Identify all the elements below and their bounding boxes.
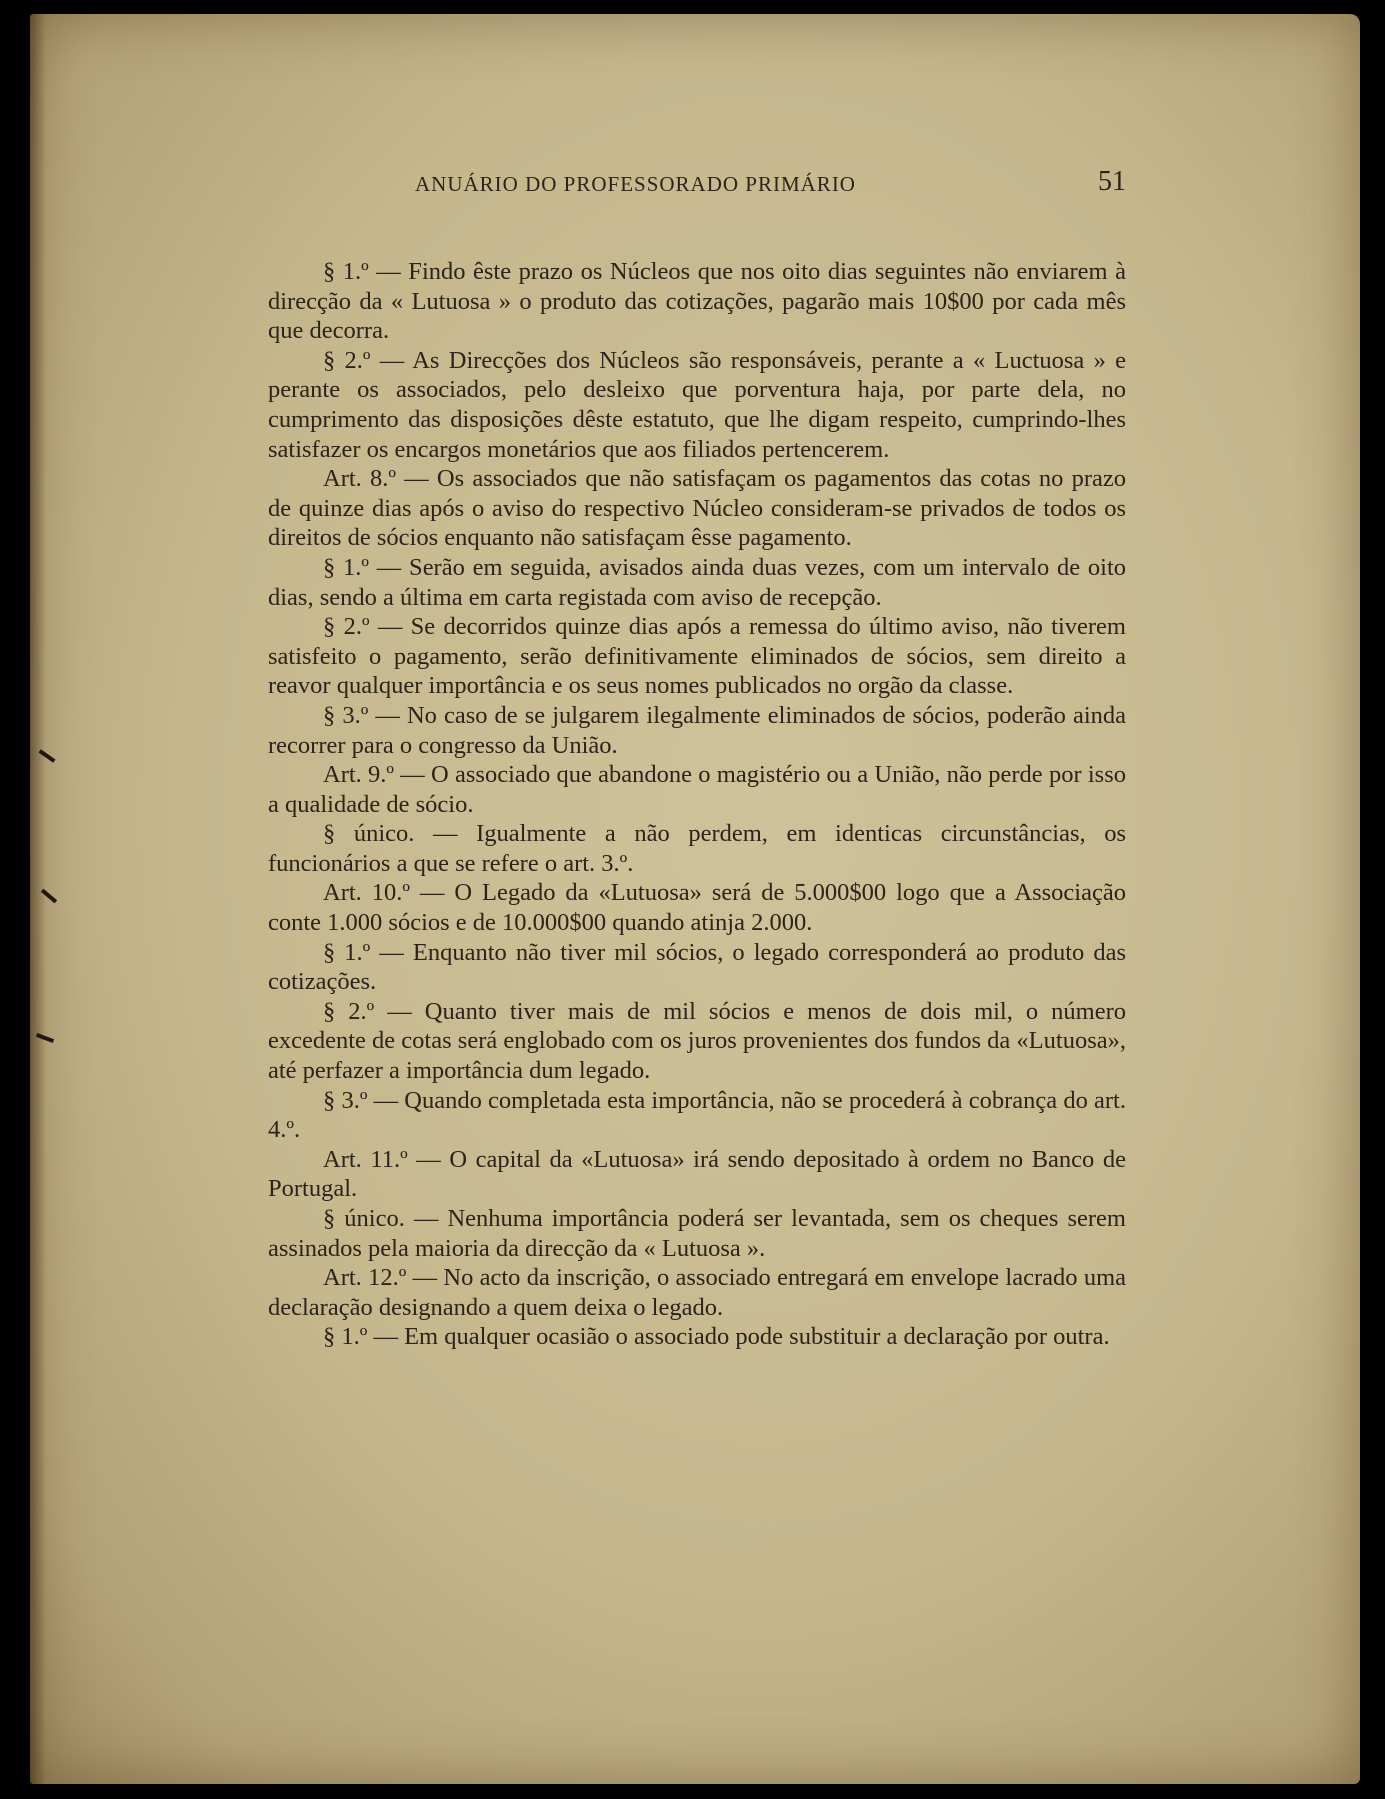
binding-mark bbox=[41, 889, 57, 904]
paragraph: Art. 9.º — O associado que abandone o magistério ou a União, não perde por isso a qualidade de sócio. bbox=[268, 761, 1126, 818]
paragraph: Art. 12.º — No acto da inscrição, o associado entregará em envelope lacrado uma declaração designando a quem deixa o legado. bbox=[268, 1264, 1126, 1321]
paragraph: § 3.º — Quando completada esta importância, não se procederá à cobrança do art. 4.º. bbox=[268, 1086, 1126, 1144]
paragraph: § 3.º — No caso de se julgarem ilegalmente eliminados de sócios, poderão ainda recorrer para o congresso da União. bbox=[268, 701, 1126, 759]
binding-mark bbox=[38, 749, 55, 763]
paragraph: Art. 11.º — O capital da «Lutuosa» irá sendo depositado à ordem no Banco de Portugal. bbox=[268, 1145, 1126, 1203]
running-head: ANUÁRIO DO PROFESSORADO PRIMÁRIO bbox=[415, 172, 856, 196]
binding-mark bbox=[36, 1033, 54, 1043]
paragraph: § 2.º — Quanto tiver mais de mil sócios e menos de dois mil, o número excedente de cotas será englobado com os juros provenientes dos fundos da «Lutuosa», até perfazer a importância dum legado. bbox=[268, 997, 1126, 1085]
paragraph: § 2.º — Se decorridos quinze dias após a remessa do último aviso, não tiverem satisfeito o pagamento, serão definitivamente eliminados de sócios, sem direito a reavor qualquer importância e os seus nomes publicados no orgão da classe. bbox=[268, 613, 1126, 700]
paragraph: § 1.º — Em qualquer ocasião o associado pode substituir a declaração por outra. bbox=[323, 1323, 1110, 1351]
body-text bbox=[268, 257, 1126, 1352]
paragraph: § 1.º — Findo êste prazo os Núcleos que nos oito dias seguintes não enviarem à direcção da « Lutuosa » o produto das cotizações, pagarão mais 10$00 por cada mês que decorra. bbox=[268, 258, 1126, 345]
paragraph: § 1.º — Serão em seguida, avisados ainda duas vezes, com um intervalo de oito dias, sendo a última em carta registada com aviso de recepção. bbox=[268, 553, 1126, 611]
paragraph: Art. 10.º — O Legado da «Lutuosa» será de 5.000$00 logo que a Associação conte 1.000 sócios e de 10.000$00 quando atinja 2.000. bbox=[268, 879, 1126, 937]
paragraph: § único. — Nenhuma importância poderá ser levantada, sem os cheques serem assinados pela maioria da direcção da « Lutuosa ». bbox=[268, 1205, 1126, 1262]
paragraph: § 2.º — As Direcções dos Núcleos são responsáveis, perante a « Luctuosa » e perante os associados, pelo desleixo que porventura haja, por parte dela, no cumprimento das disposições dêste estatuto, que lhe digam respeito, cumprindo-lhes satisfazer os encargos monetários que aos filiados pertencerem. bbox=[268, 346, 1126, 463]
page-number: 51 bbox=[1098, 166, 1126, 197]
book-page bbox=[30, 14, 1360, 1784]
paragraph: § único. — Igualmente a não perdem, em identicas circunstâncias, os funcionários a que se refere o art. 3.º. bbox=[268, 820, 1126, 877]
paragraph: § 1.º — Enquanto não tiver mil sócios, o legado corresponderá ao produto das cotizações. bbox=[268, 938, 1126, 996]
paragraph: Art. 8.º — Os associados que não satisfaçam os pagamentos das cotas no prazo de quinze dias após o aviso do respectivo Núcleo consideram-se privados de todos os direitos de sócios enquanto não satisfaçam êsse pagamento. bbox=[268, 465, 1126, 552]
